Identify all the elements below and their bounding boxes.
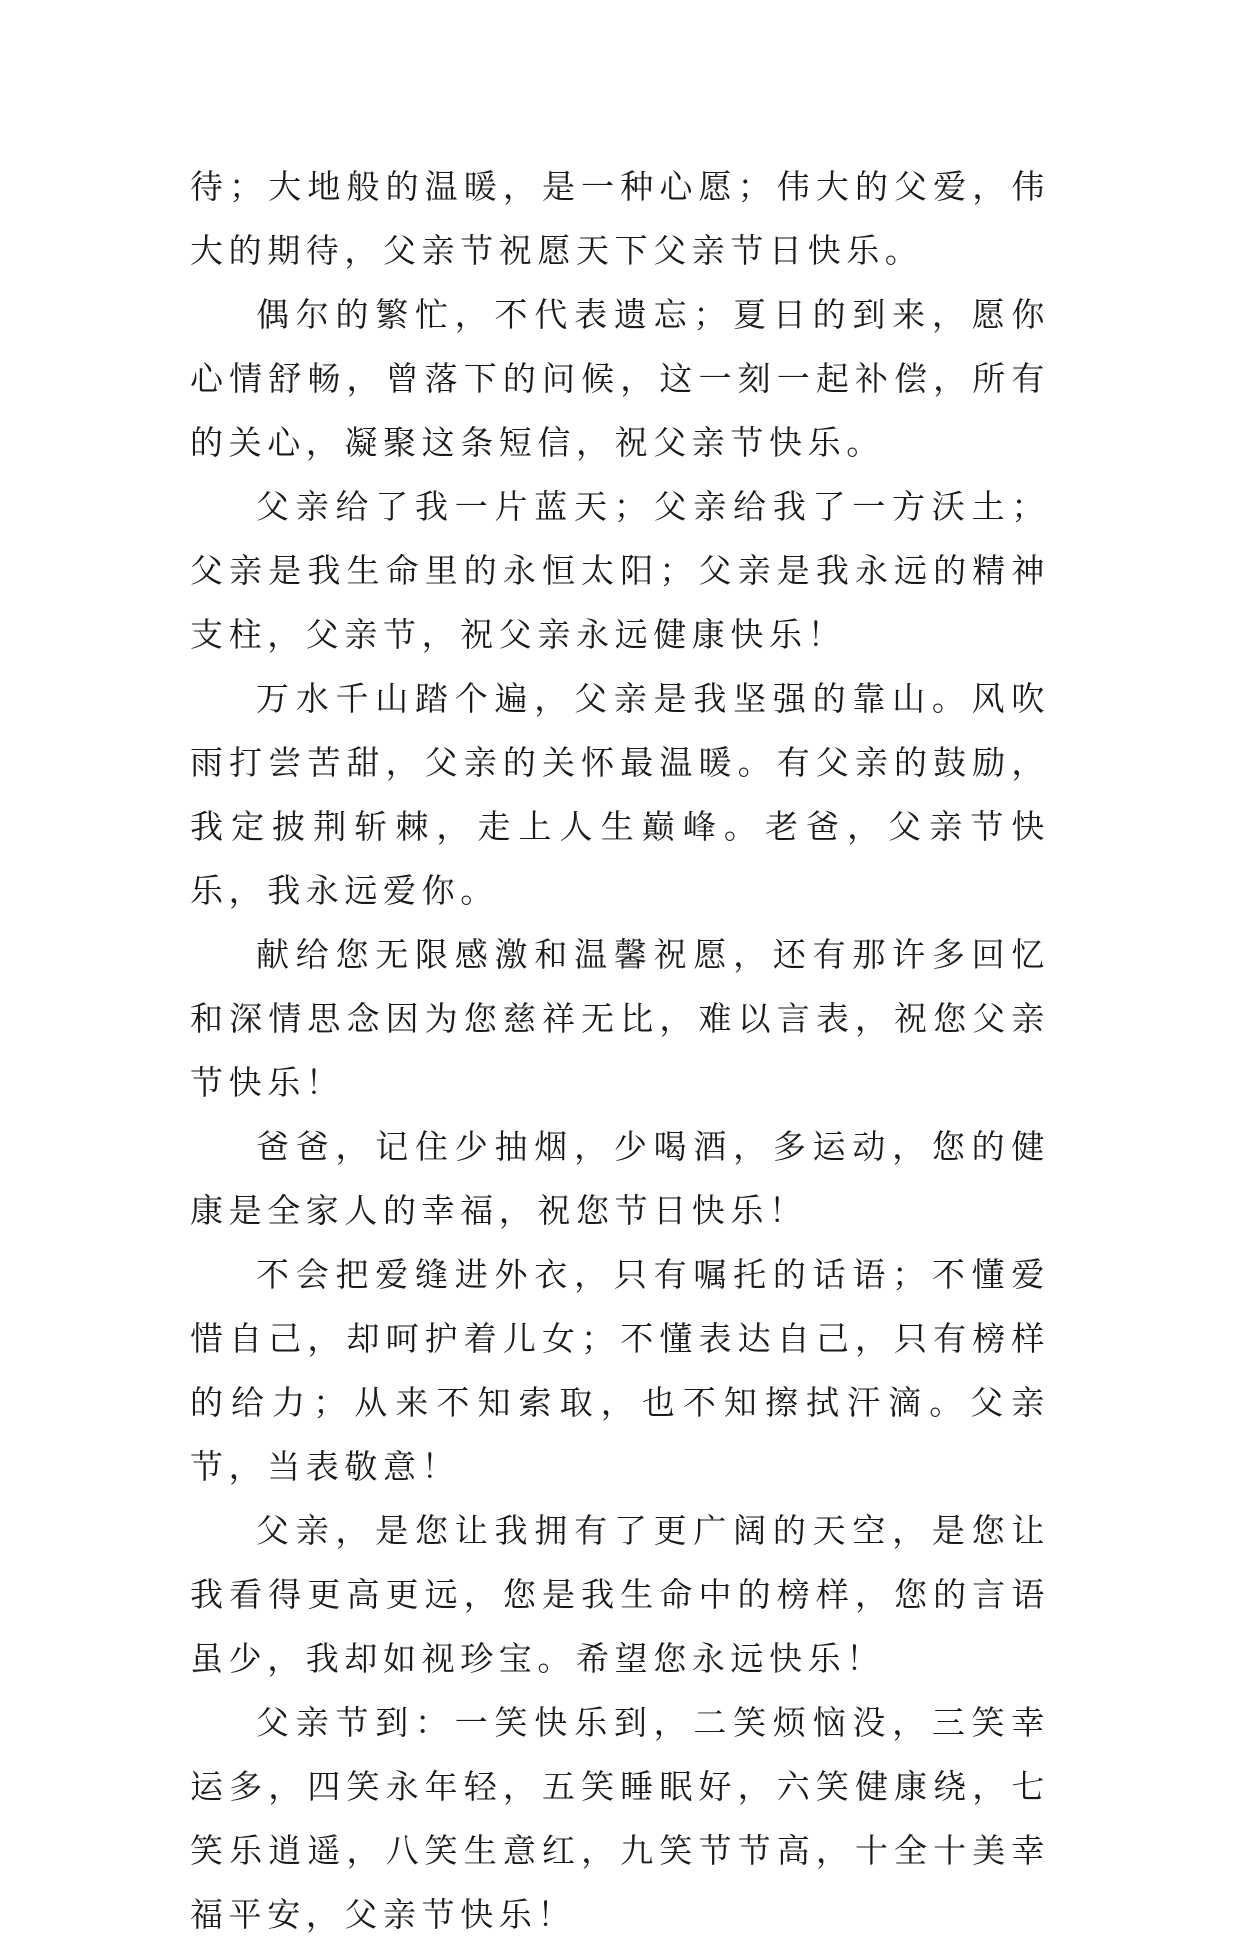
paragraph-9: 父亲节到：一笑快乐到，二笑烦恼没，三笑幸运多，四笑永年轻，五笑睡眠好，六笑健康绕，七笑乐逍遥，八笑生意红，九笑节节高，十全十美幸福平安，父亲节快乐！	[190, 1703, 1050, 1934]
paragraph-2: 偶尔的繁忙，不代表遗忘；夏日的到来，愿你心情舒畅，曾落下的问候，这一刻一起补偿，所有的关心，凝聚这条短信，祝父亲节快乐。	[190, 295, 1050, 462]
document-body	[190, 155, 1050, 1947]
paragraph-1: 待；大地般的温暖，是一种心愿；伟大的父爱，伟大的期待，父亲节祝愿天下父亲节日快乐。	[190, 167, 1050, 270]
paragraph-3: 父亲给了我一片蓝天；父亲给我了一方沃土；父亲是我生命里的永恒太阳；父亲是我永远的精神支柱，父亲节，祝父亲永远健康快乐！	[190, 487, 1050, 654]
paragraph-7: 不会把爱缝进外衣，只有嘱托的话语；不懂爱惜自己，却呵护着儿女；不懂表达自己，只有榜样的给力；从来不知索取，也不知擦拭汗滴。父亲节，当表敬意！	[190, 1255, 1050, 1486]
paragraph-6: 爸爸，记住少抽烟，少喝酒，多运动，您的健康是全家人的幸福，祝您节日快乐！	[190, 1127, 1050, 1230]
paragraph-4: 万水千山踏个遍，父亲是我坚强的靠山。风吹雨打尝苦甜，父亲的关怀最温暖。有父亲的鼓励，我定披荆斩棘，走上人生巅峰。老爸，父亲节快乐，我永远爱你。	[190, 679, 1050, 910]
paragraph-5: 献给您无限感激和温馨祝愿，还有那许多回忆和深情思念因为您慈祥无比，难以言表，祝您父亲节快乐！	[190, 935, 1050, 1102]
paragraph-8: 父亲，是您让我拥有了更广阔的天空，是您让我看得更高更远，您是我生命中的榜样，您的言语虽少，我却如视珍宝。希望您永远快乐！	[190, 1511, 1050, 1678]
